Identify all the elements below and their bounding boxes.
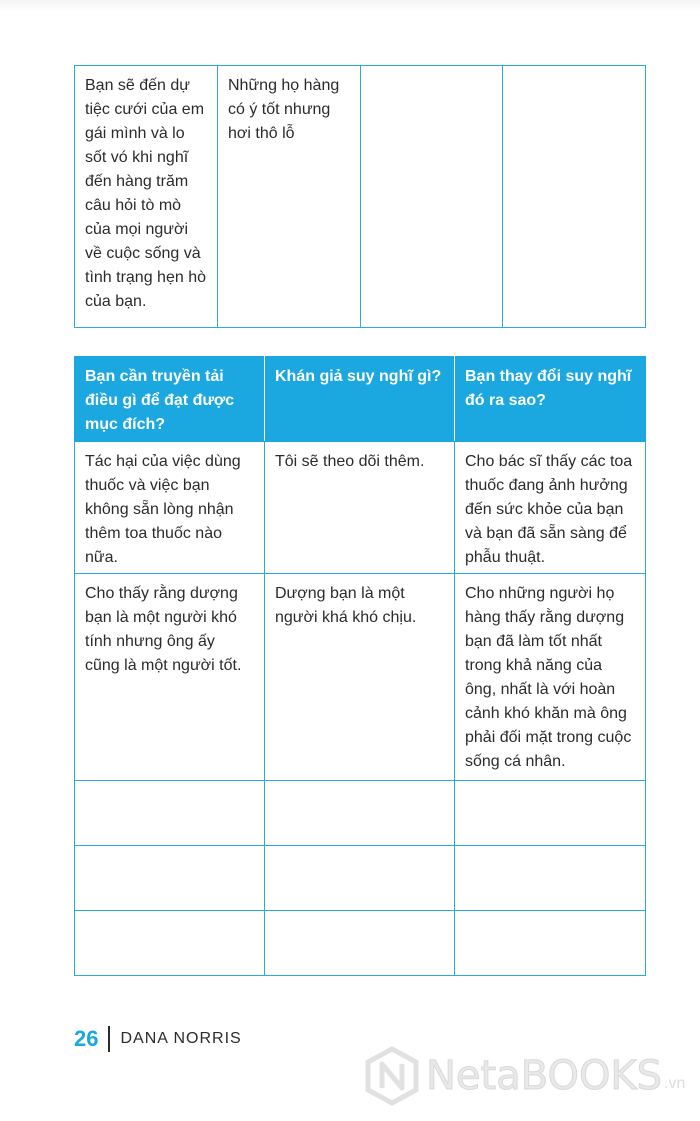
table-cell <box>503 66 646 328</box>
table-cell: Tác hại của việc dùng thuốc và việc bạn không sẵn lòng nhận thêm toa thuốc nào nữa. <box>75 442 265 574</box>
watermark-brand: NetaBOOKS <box>426 1053 663 1099</box>
worksheet-table-main <box>74 356 646 976</box>
top-shadow-band <box>0 0 700 12</box>
table-cell <box>75 911 265 976</box>
table-cell: Cho thấy rằng dượng bạn là một người khó tính nhưng ông ấy cũng là một người tốt. <box>75 574 265 781</box>
table-cell <box>455 846 646 911</box>
column-header: Bạn thay đổi suy nghĩ đó ra sao? <box>455 357 646 442</box>
table-row-empty <box>75 846 646 911</box>
table-cell <box>265 911 455 976</box>
table-cell <box>455 781 646 846</box>
table-row-empty <box>75 781 646 846</box>
page-footer <box>74 1024 242 1054</box>
table-row <box>75 574 646 781</box>
table-cell: Tôi sẽ theo dõi thêm. <box>265 442 455 574</box>
hexagon-n-logo-icon <box>364 1046 420 1106</box>
table-cell <box>265 781 455 846</box>
table-header-row <box>75 357 646 442</box>
table-cell <box>361 66 503 328</box>
watermark-suffix: .vn <box>664 1075 686 1092</box>
page-number: 26 <box>74 1026 99 1051</box>
table-cell: Bạn sẽ đến dự tiệc cưới của em gái mình và lo sốt vó khi nghĩ đến hàng trăm câu hỏi tò mò của mọi người về cuộc sống và tình trạng hẹn hò của bạn. <box>75 66 218 328</box>
worksheet-table-top <box>74 65 646 328</box>
watermark <box>364 1046 685 1106</box>
table-cell <box>75 846 265 911</box>
table-cell <box>265 846 455 911</box>
table-cell <box>455 911 646 976</box>
table-row <box>75 442 646 574</box>
column-header: Khán giả suy nghĩ gì? <box>265 357 455 442</box>
table-cell: Dượng bạn là một người khá khó chịu. <box>265 574 455 781</box>
table-cell <box>75 781 265 846</box>
footer-divider <box>108 1026 110 1052</box>
table-row-empty <box>75 911 646 976</box>
author-name: DANA NORRIS <box>120 1030 242 1047</box>
table-cell: Những họ hàng có ý tốt nhưng hơi thô lỗ <box>218 66 361 328</box>
table-cell: Cho những người họ hàng thấy rằng dượng bạn đã làm tốt nhất trong khả năng của ông, nhất là với hoàn cảnh khó khăn mà ông phải đối mặt trong cuộc sống cá nhân. <box>455 574 646 781</box>
column-header: Bạn cần truyền tải điều gì để đạt được mục đích? <box>75 357 265 442</box>
table-cell: Cho bác sĩ thấy các toa thuốc đang ảnh hưởng đến sức khỏe của bạn và bạn đã sẵn sàng để phẫu thuật. <box>455 442 646 574</box>
table-row <box>75 66 646 328</box>
